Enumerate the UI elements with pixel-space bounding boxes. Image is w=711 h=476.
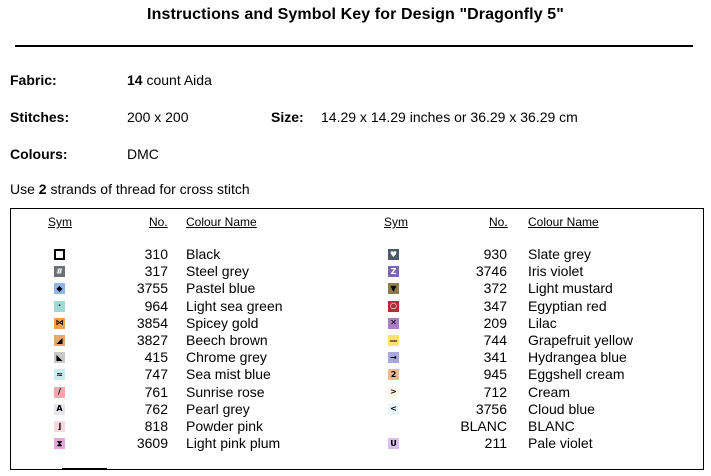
colour-number: 747 <box>144 366 168 383</box>
colour-name: Sunrise rose <box>186 383 265 400</box>
colour-number: 3746 <box>475 263 507 280</box>
key-row <box>0 401 711 418</box>
corner-icon: ⌋ <box>54 421 65 432</box>
stitches-value: 200 x 200 <box>127 109 189 125</box>
colour-number: 744 <box>483 332 507 348</box>
key-row <box>0 435 711 452</box>
colour-number: 3755 <box>136 280 168 297</box>
strands-count: 2 <box>38 181 47 197</box>
colour-number: 211 <box>484 435 507 452</box>
colour-name: Pearl grey <box>186 400 250 417</box>
colour-name: Slate grey <box>528 246 592 262</box>
key-row <box>0 418 711 435</box>
stitches-label: Stitches: <box>10 109 70 125</box>
corner-triangle-icon: ◣ <box>54 352 65 363</box>
letter-a-icon: A <box>54 404 65 415</box>
title-divider <box>15 45 693 47</box>
colour-name: Pastel blue <box>186 280 256 297</box>
header-no-left: No. <box>149 215 168 229</box>
colour-name: Iris violet <box>528 263 584 280</box>
colour-name: Egyptian red <box>528 297 607 314</box>
diamond-icon: ◆ <box>54 283 65 294</box>
fabric-count: 14 <box>127 72 143 88</box>
heart-icon: ♥ <box>389 249 398 259</box>
colour-name: BLANC <box>528 418 575 434</box>
key-row <box>0 280 711 297</box>
strands-prefix: Use <box>10 181 39 197</box>
letter-u-icon: U <box>388 438 399 449</box>
header-no-right: No. <box>489 215 508 229</box>
colour-name: Black <box>186 246 221 262</box>
colour-number: 3756 <box>475 400 507 417</box>
colour-number: 818 <box>144 418 168 434</box>
header-name-left: Colour Name <box>186 215 257 229</box>
blank-icon <box>388 421 399 432</box>
bowtie-icon: ⋈ <box>55 318 64 328</box>
footer-mark <box>62 468 107 469</box>
colour-name: Light mustard <box>528 280 613 297</box>
key-row <box>0 298 711 315</box>
colour-number: 372 <box>483 280 507 297</box>
down-triangle-icon: ▼ <box>388 283 399 294</box>
colour-number: 930 <box>483 246 507 262</box>
dash-icon: — <box>389 335 398 345</box>
letter-z-icon: Z <box>388 266 399 277</box>
key-row <box>0 384 711 401</box>
chevron-right-icon: > <box>388 387 399 398</box>
colour-number: 761 <box>144 383 168 400</box>
header-sym-left: Sym <box>48 215 72 229</box>
colour-name: Steel grey <box>186 263 250 280</box>
colour-number: 3609 <box>136 435 168 452</box>
colour-name: Sea mist blue <box>186 366 271 383</box>
hash-icon: # <box>54 266 65 277</box>
colour-name: Spicey gold <box>186 314 259 331</box>
colour-name: Lilac <box>528 314 557 331</box>
colour-number: 3827 <box>136 332 168 348</box>
key-row <box>0 332 711 349</box>
arrow-icon: → <box>388 352 399 363</box>
colour-name: Chrome grey <box>186 349 267 366</box>
colour-name: Light pink plum <box>186 435 281 452</box>
x-icon: ✕ <box>388 318 399 329</box>
colour-name: Light sea green <box>186 297 283 314</box>
strands-suffix: strands of thread for cross stitch <box>46 181 250 197</box>
waves-icon: ≈ <box>54 369 65 380</box>
key-row <box>0 349 711 366</box>
circle-icon: ○ <box>388 301 399 312</box>
chevron-left-icon: < <box>388 404 399 415</box>
fabric-type: count Aida <box>142 72 212 88</box>
colour-name: Cloud blue <box>528 400 595 417</box>
colour-number: 310 <box>144 246 168 262</box>
hourglass-icon: ⧗ <box>54 438 65 449</box>
colour-name: Cream <box>528 383 571 400</box>
colour-name: Hydrangea blue <box>528 349 627 366</box>
colours-label: Colours: <box>10 146 68 162</box>
page-title: Instructions and Symbol Key for Design "Dragonfly 5" <box>147 6 564 23</box>
strands-instruction <box>10 181 250 197</box>
colour-number: 945 <box>483 366 507 383</box>
colour-name: Pale violet <box>528 435 593 452</box>
colour-name: Powder pink <box>186 418 264 434</box>
key-row <box>0 366 711 383</box>
fabric-value <box>127 72 212 88</box>
dot-icon: · <box>54 301 65 312</box>
key-row <box>0 315 711 332</box>
number-two-icon: 2 <box>388 369 399 380</box>
colour-number: 964 <box>144 297 168 314</box>
colour-number: 762 <box>144 400 168 417</box>
colour-number: 317 <box>144 263 168 280</box>
colour-number: 341 <box>483 349 507 366</box>
colour-number: BLANC <box>460 418 507 434</box>
colours-value: DMC <box>127 146 159 162</box>
size-value: 14.29 x 14.29 inches or 36.29 x 36.29 cm <box>321 109 578 125</box>
key-row <box>0 246 711 263</box>
fabric-label: Fabric: <box>10 72 57 88</box>
header-sym-right: Sym <box>384 215 408 229</box>
colour-name: Grapefruit yellow <box>528 332 634 348</box>
colour-number: 347 <box>483 297 507 314</box>
colour-number: 415 <box>144 349 168 366</box>
size-label: Size: <box>271 109 304 125</box>
colour-name: Eggshell cream <box>528 366 625 383</box>
slash-icon: / <box>54 387 65 398</box>
colour-name: Beech brown <box>186 332 268 348</box>
triangle-icon: ◢ <box>54 335 65 346</box>
header-name-right: Colour Name <box>528 215 599 229</box>
colour-number: 712 <box>483 383 507 400</box>
colour-number: 209 <box>483 314 507 331</box>
key-row <box>0 263 711 280</box>
colour-number: 3854 <box>136 314 168 331</box>
